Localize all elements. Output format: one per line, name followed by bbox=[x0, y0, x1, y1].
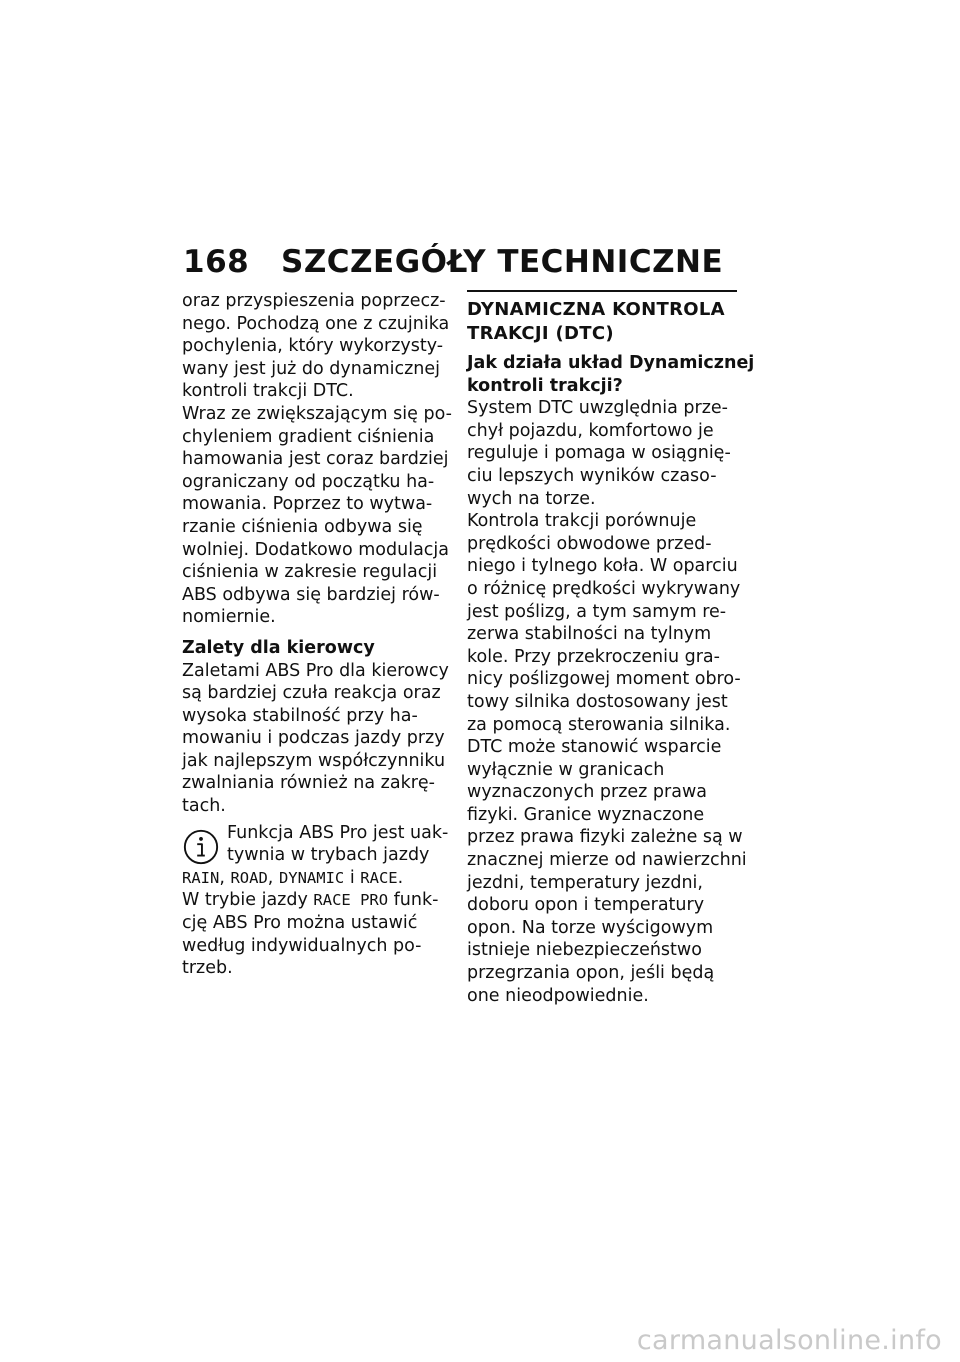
text-line: tywnia w trybach jazdy bbox=[227, 845, 430, 866]
text-line: jezdni, temperatury jezdni, bbox=[467, 872, 703, 893]
subheading-benefits: Zalety dla kierowcy bbox=[182, 637, 375, 658]
subheading-line: kontroli trakcji? bbox=[467, 375, 623, 396]
mode-race: RACE bbox=[360, 868, 398, 887]
text-line: reguluje i pomaga w osiągnię- bbox=[467, 443, 731, 464]
text-line: kontroli trakcji DTC. bbox=[182, 381, 354, 402]
text-fragment: W trybie jazdy bbox=[182, 890, 308, 911]
mode-rain: RAIN bbox=[182, 868, 220, 887]
text-line: wyznaczonych przez prawa bbox=[467, 782, 707, 803]
left-paragraph-2 bbox=[182, 403, 452, 629]
conjunction: i bbox=[349, 867, 355, 888]
page-number: 168 bbox=[183, 244, 250, 280]
text-line: są bardziej czuła reakcja oraz bbox=[182, 683, 441, 704]
text-line: oraz przyspieszenia poprzecz- bbox=[182, 291, 446, 311]
text-line: istnieje niebezpieczeństwo bbox=[467, 940, 702, 961]
text-line: RAIN, ROAD, DYNAMIC i RACE. bbox=[182, 867, 404, 888]
text-line: jest poślizg, a tym samym re- bbox=[467, 601, 727, 622]
text-fragment: funk- bbox=[393, 890, 439, 911]
text-line: trzeb. bbox=[182, 958, 233, 979]
left-column bbox=[182, 290, 452, 980]
section-title-line: DYNAMICZNA KONTROLA bbox=[467, 299, 725, 320]
left-paragraph-1 bbox=[182, 290, 450, 403]
text-line: tach. bbox=[182, 796, 226, 817]
text-line: System DTC uwzględnia prze- bbox=[467, 398, 728, 419]
section-title bbox=[467, 298, 739, 346]
mode-race-pro: RACE PRO bbox=[313, 891, 389, 910]
section-divider bbox=[467, 290, 737, 292]
text-line: chyleniem gradient ciśnienia bbox=[182, 426, 435, 447]
text-line: wolniej. Dodatkowo modulacja bbox=[182, 539, 450, 560]
text-line: jak najlepszym współczynniku bbox=[182, 750, 446, 771]
text-line: niego i tylnego koła. W oparciu bbox=[467, 556, 738, 577]
text-line: Funkcja ABS Pro jest uak- bbox=[227, 822, 449, 843]
text-line: Wraz ze zwiększającym się po- bbox=[182, 403, 452, 424]
watermark: carmanualsonline.info bbox=[636, 1325, 942, 1356]
subheading-how-it-works bbox=[467, 352, 755, 397]
text-line: przegrzania opon, jeśli będą bbox=[467, 963, 715, 984]
section-title-line: TRAKCJI (DTC) bbox=[467, 323, 614, 344]
text-line: doboru opon i temperatury bbox=[467, 895, 705, 916]
text-line: znacznej mierze od nawierzchni bbox=[467, 850, 747, 871]
text-line: kole. Przy przekroczeniu gra- bbox=[467, 646, 720, 667]
text-line: nego. Pochodzą one z czujnika bbox=[182, 313, 450, 334]
text-line: wych na torze. bbox=[467, 488, 596, 509]
right-paragraph-2 bbox=[467, 510, 739, 736]
text-line: wyłącznie w granicach bbox=[467, 759, 665, 780]
text-line: opon. Na torze wyścigowym bbox=[467, 917, 714, 938]
text-line: ograniczany od początku ha- bbox=[182, 471, 435, 492]
text-line: one nieodpowiednie. bbox=[467, 985, 649, 1006]
text-line: DTC może stanowić wsparcie bbox=[467, 737, 722, 758]
mode-dynamic: DYNAMIC bbox=[278, 868, 345, 887]
text-line: zerwa stabilności na tylnym bbox=[467, 624, 712, 645]
page-header bbox=[183, 244, 723, 280]
left-paragraph-3 bbox=[182, 660, 449, 818]
text-line: według indywidualnych po- bbox=[182, 935, 422, 956]
text-line: przez prawa fizyki zależne są w bbox=[467, 827, 743, 848]
text-line: rzanie ciśnienia odbywa się bbox=[182, 516, 423, 537]
text-line: za pomocą sterowania silnika. bbox=[467, 714, 731, 735]
text-line: towy silnika dostosowany jest bbox=[467, 691, 728, 712]
text-line: Kontrola trakcji porównuje bbox=[467, 511, 697, 532]
text-line: Zaletami ABS Pro dla kierowcy bbox=[182, 660, 449, 681]
text-line: hamowania jest coraz bardziej bbox=[182, 449, 449, 470]
right-paragraph-1 bbox=[467, 397, 739, 510]
text-line: nomiernie. bbox=[182, 607, 276, 628]
text-line: ABS odbywa się bardziej rów- bbox=[182, 584, 440, 605]
text-line: zwalniania również na zakrę- bbox=[182, 773, 435, 794]
info-note bbox=[182, 822, 449, 980]
subheading-line: Jak działa układ Dynamicznej bbox=[467, 353, 755, 373]
text-line: pochylenia, który wykorzysty- bbox=[182, 336, 444, 357]
info-icon bbox=[182, 828, 220, 866]
text-line: fizyki. Granice wyznaczone bbox=[467, 804, 705, 825]
right-paragraph-3 bbox=[467, 736, 747, 1007]
text-line: mowaniu i podczas jazdy przy bbox=[182, 728, 445, 749]
text-line: wysoka stabilność przy ha- bbox=[182, 705, 418, 726]
text-line: ciśnienia w zakresie regulacji bbox=[182, 562, 438, 583]
text-line: chył pojazdu, komfortowo je bbox=[467, 420, 714, 441]
text-line: nicy poślizgowej moment obro- bbox=[467, 669, 741, 690]
text-line: o różnicę prędkości wykrywany bbox=[467, 578, 741, 599]
page-title: SZCZEGÓŁY TECHNICZNE bbox=[281, 244, 724, 280]
right-column bbox=[467, 290, 755, 1007]
mode-road: ROAD bbox=[230, 868, 268, 887]
text-line: wany jest już do dynamicznej bbox=[182, 358, 441, 379]
text-line: cję ABS Pro można ustawić bbox=[182, 913, 418, 934]
text-line: ciu lepszych wyników czaso- bbox=[467, 465, 717, 486]
text-line: prędkości obwodowe przed- bbox=[467, 533, 712, 554]
text-line: mowania. Poprzez to wytwa- bbox=[182, 494, 433, 515]
text-line bbox=[182, 889, 444, 912]
